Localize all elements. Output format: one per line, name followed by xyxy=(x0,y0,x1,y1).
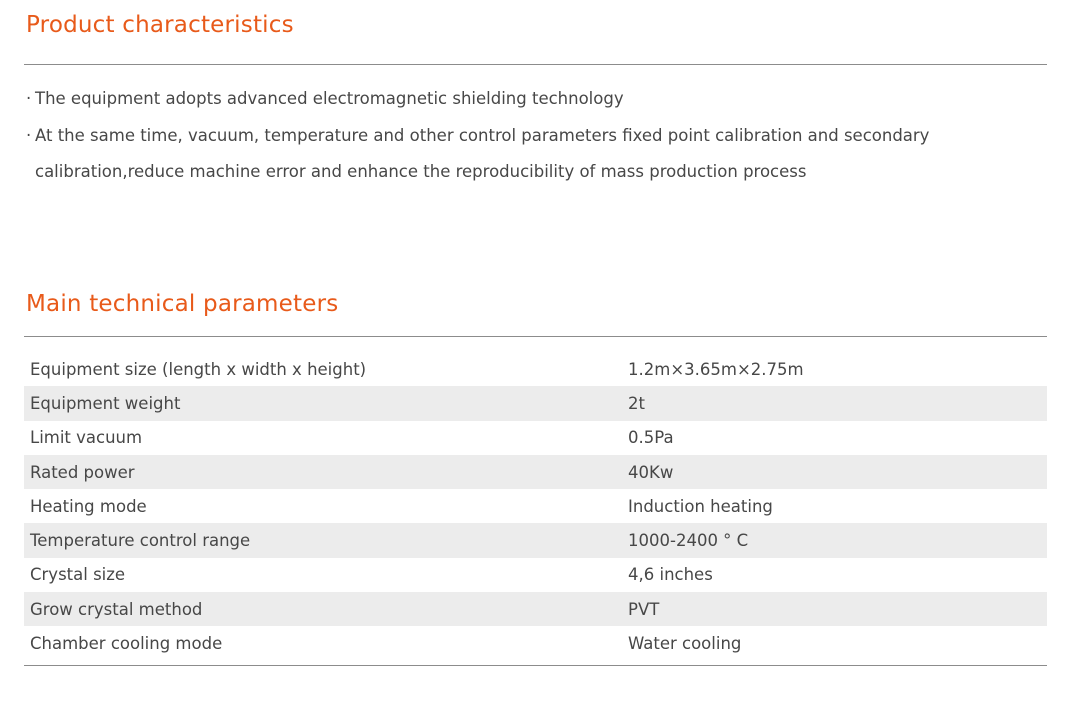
parameter-value: 40Kw xyxy=(628,462,674,482)
parameter-value: 1.2m×3.65m×2.75m xyxy=(628,359,804,379)
parameter-label: Rated power xyxy=(30,462,135,482)
bullet-dot: · xyxy=(26,89,32,108)
table-row xyxy=(24,523,1047,557)
parameter-label: Temperature control range xyxy=(30,531,251,551)
table-row xyxy=(24,592,1047,626)
bullet-dot: · xyxy=(26,125,32,145)
section-divider xyxy=(24,336,1047,337)
parameter-label: Chamber cooling mode xyxy=(30,634,223,654)
parameter-value: 4,6 inches xyxy=(628,565,713,585)
product-characteristics-heading: Product characteristics xyxy=(26,12,294,38)
characteristic-item xyxy=(26,81,1026,118)
parameter-label: Grow crystal method xyxy=(30,599,203,619)
parameter-value: Water cooling xyxy=(628,634,742,654)
parameter-label: Heating mode xyxy=(30,496,147,516)
table-row xyxy=(24,421,1047,455)
table-bottom-divider xyxy=(24,665,1047,666)
parameter-value: 0.5Pa xyxy=(628,428,674,448)
table-row xyxy=(24,626,1047,660)
parameter-label: Limit vacuum xyxy=(30,428,143,448)
table-row xyxy=(24,352,1047,386)
parameter-label: Crystal size xyxy=(30,565,126,585)
table-row xyxy=(24,455,1047,489)
section-divider xyxy=(24,64,1047,65)
table-row xyxy=(24,386,1047,420)
parameter-label: Equipment weight xyxy=(30,393,181,413)
characteristics-list xyxy=(26,81,1026,191)
technical-parameters-heading: Main technical parameters xyxy=(26,291,339,317)
characteristic-text: The equipment adopts advanced electromagnetic shielding technology xyxy=(35,89,624,108)
parameters-table xyxy=(24,352,1047,661)
parameter-value: PVT xyxy=(628,599,660,619)
parameter-label: Equipment size (length x width x height) xyxy=(30,359,367,379)
table-row xyxy=(24,489,1047,523)
parameter-value: 2t xyxy=(628,393,645,413)
parameter-value: Induction heating xyxy=(628,496,773,516)
characteristic-text: At the same time, vacuum, temperature and other control parameters fixed point calibration and secondary calibration,reduce machine error and enhance the reproducibility of mass production process xyxy=(35,125,930,181)
parameter-value: 1000-2400 ° C xyxy=(628,531,749,551)
table-row xyxy=(24,558,1047,592)
characteristic-item xyxy=(26,118,1026,191)
